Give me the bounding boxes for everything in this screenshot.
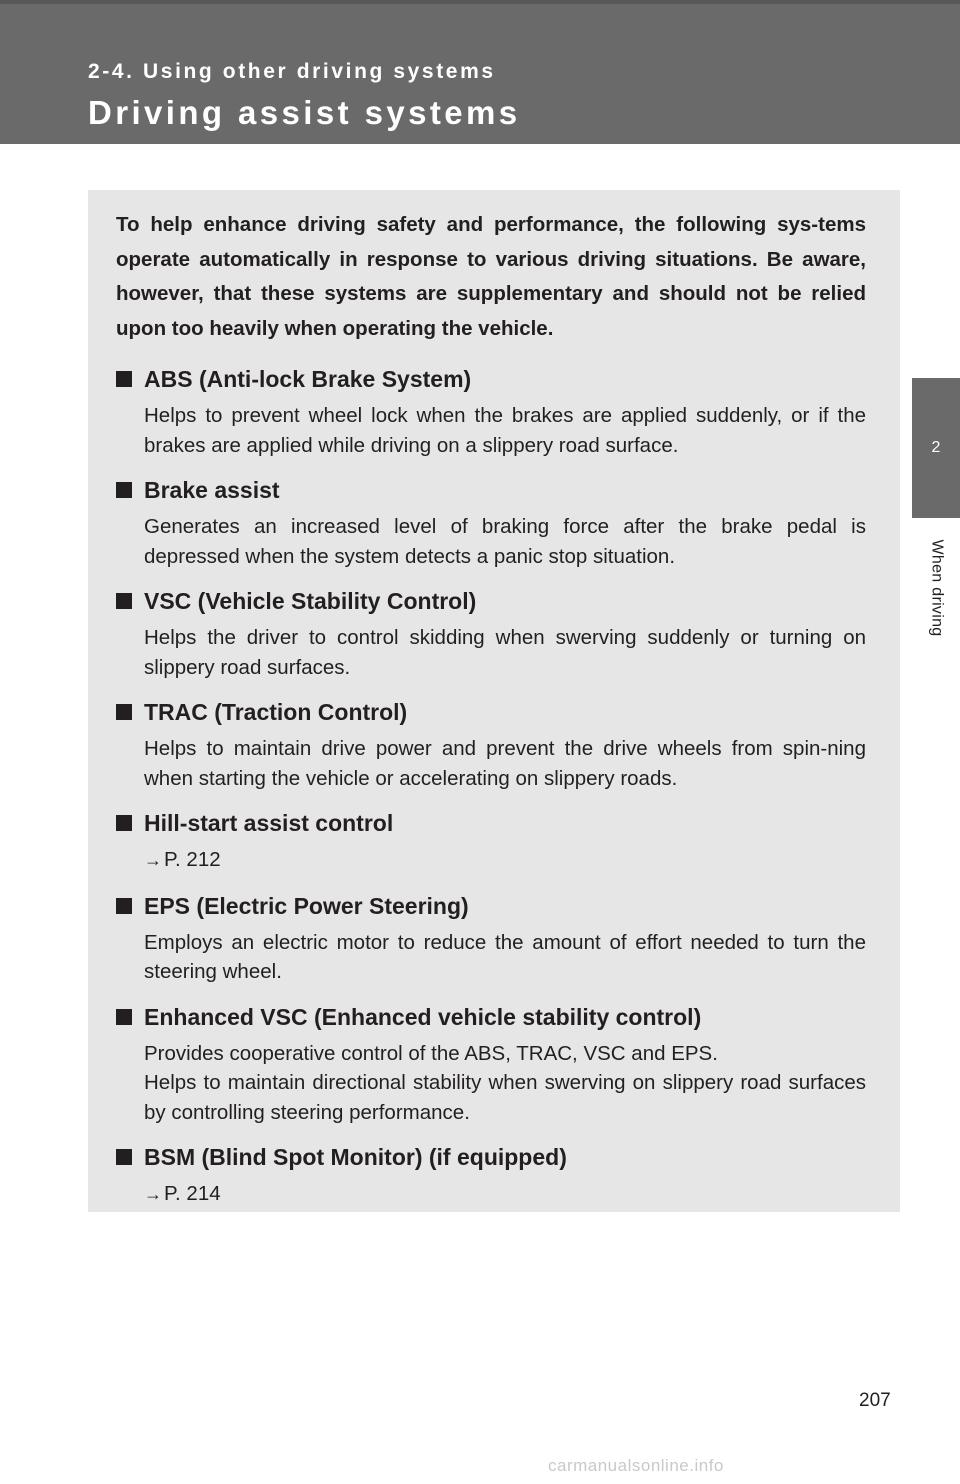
square-bullet-icon (116, 704, 132, 720)
square-bullet-icon (116, 371, 132, 387)
page-reference[interactable] (144, 1179, 866, 1210)
header-top-strip (0, 0, 960, 4)
description-paragraph: Employs an electric motor to reduce the amount of effort needed to turn the steering wheel. (144, 930, 866, 983)
system-description (116, 623, 866, 682)
chapter-name: When driving (928, 539, 946, 637)
system-entry (116, 1000, 866, 1128)
description-paragraph: Helps to maintain directional stability when swerving on slippery road surfaces by controlling steering performance. (144, 1071, 866, 1124)
system-entry (116, 695, 866, 793)
system-heading-text: Enhanced VSC (Enhanced vehicle stability control) (144, 1003, 702, 1030)
system-heading (116, 1140, 866, 1174)
page-title: Driving assist systems (88, 94, 521, 131)
system-entry (116, 362, 866, 460)
system-description (116, 928, 866, 987)
system-heading (116, 889, 866, 923)
square-bullet-icon (116, 1149, 132, 1165)
system-description (116, 845, 866, 876)
system-entry (116, 584, 866, 682)
square-bullet-icon (116, 1009, 132, 1025)
system-entry (116, 1140, 866, 1210)
system-description (116, 1179, 866, 1210)
system-heading-text: ABS (Anti-lock Brake System) (144, 366, 472, 392)
system-heading-text: VSC (Vehicle Stability Control) (144, 588, 477, 614)
system-entry (116, 889, 866, 987)
page-reference[interactable] (144, 845, 866, 876)
system-description (116, 734, 866, 793)
chapter-header (0, 0, 960, 144)
system-heading-text: Hill-start assist control (144, 810, 394, 836)
description-paragraph: Helps to maintain drive power and prevent the drive wheels from spin-ning when starting the vehicle or accelerating on slippery roads. (144, 737, 866, 790)
system-heading-text: EPS (Electric Power Steering) (144, 892, 469, 919)
square-bullet-icon (116, 593, 132, 609)
system-heading (116, 584, 866, 618)
page-reference-text: P. 214 (164, 1182, 221, 1205)
system-entry (116, 806, 866, 876)
system-heading (116, 695, 866, 729)
systems-list (116, 362, 866, 1210)
square-bullet-icon (116, 815, 132, 831)
system-heading-text: BSM (Blind Spot Monitor) (if equipped) (144, 1144, 567, 1170)
right-arrow-icon: → (144, 850, 162, 870)
systems-content-box (88, 190, 900, 1212)
description-paragraph: Provides cooperative control of the ABS, TRAC, VSC and EPS. (144, 1041, 718, 1065)
system-description (116, 401, 866, 460)
page-reference-text: P. 212 (164, 848, 221, 871)
description-paragraph: Helps to prevent wheel lock when the brakes are applied suddenly, or if the brakes are applied while driving on a slippery road surface. (144, 404, 866, 457)
page-number: 207 (859, 1390, 891, 1411)
description-paragraph: Helps the driver to control skidding when swerving suddenly or turning on slippery road surfaces. (144, 626, 866, 679)
system-heading-text: TRAC (Traction Control) (144, 699, 408, 725)
square-bullet-icon (116, 482, 132, 498)
chapter-tab-label[interactable] (912, 518, 960, 658)
section-label: 2-4. Using other driving systems (88, 60, 496, 83)
description-paragraph: Generates an increased level of braking force after the brake pedal is depressed when the system detects a panic stop situation. (144, 515, 866, 568)
system-heading (116, 806, 866, 840)
system-heading (116, 362, 866, 396)
watermark: carmanualsonline.info (548, 1456, 724, 1475)
square-bullet-icon (116, 898, 132, 914)
system-heading (116, 1000, 866, 1034)
system-description (116, 1039, 866, 1128)
system-heading (116, 473, 866, 507)
intro-paragraph: To help enhance driving safety and performance, the following sys-tems operate automatically in response to various driving situations. Be aware, however, that these systems are supplementary and should not be relied upon too heavily when operating the vehicle. (116, 213, 866, 340)
system-entry (116, 473, 866, 571)
right-arrow-icon: → (144, 1184, 162, 1204)
chapter-number: 2 (931, 439, 941, 456)
system-description (116, 512, 866, 571)
system-heading-text: Brake assist (144, 477, 280, 503)
chapter-tab-number[interactable] (912, 378, 960, 518)
